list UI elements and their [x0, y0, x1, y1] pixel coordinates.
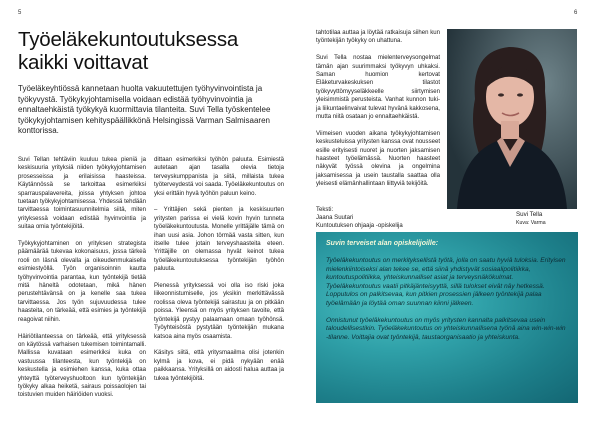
lead-paragraph: Työeläkeyhtiössä kannetaan huolta vakuutettujen työhyvinvointista ja työkyvystä. Työkykyjohtamisella voidaan edistää työhyvinvointia ja ennaltaehkäistä työkykyä kuormittavia tilanteita. Suvi Tella työskentelee työkykyjohtamisen kehityspäällikkönä Helsingissä Varman Salmisaaren konttorissa. [18, 84, 271, 136]
caption-name: Suvi Tella [516, 211, 543, 218]
paragraph: Viimeisen vuoden aikana työkykyjohtamisen keskusteluissa yritysten kanssa ovat nousseet esille erityisesti nuoret ja nuorten jaksamisen haasteet työelämässä. Nuorten haasteet näkyvät työssä olevina ja ongelmina jaksamisessa ja usein taustalla saattaa olla yleisesti elämänhallintaan liittyviä tekijöitä. [316, 130, 440, 188]
body-column-2 [154, 156, 284, 391]
page-number-left: 5 [18, 10, 22, 16]
paragraph: – Yrittäjien sekä pienten ja keskisuurten yritysten parissa ei vielä kovin hyvin tunneta työeläkekuntoutusta. Monelle yrittäjälle tämä on ihan uusi asia. Johon törmää vasta sitten, kun itselle tulee jotain terveyshaasteita eteen. Yrittäjille on olemassa hyvät keinot tukea työeläkekuntoutuksessa työntekijän työhön paluuta. [154, 207, 284, 273]
portrait-photo [447, 29, 577, 209]
byline-role: Kuntoutuksen ohjaaja -opiskelija [316, 223, 403, 230]
advice-box-content [326, 240, 569, 351]
paragraph: Työkykyjohtaminen on yrityksen strategista päämäärää tukevaa kokonaisuus, jossa tärkeä rooli on läsnä olevalla ja oikeudenmukaisella esimiestyöllä. Työn organisoinnin kautta työhyvinvointia parantaa, kun työntekijä tietää mitä häneltä odotetaan, mikä hänen perustehtävänsä on ja kenelle saa tukea tarvittaessa. Jos työn sujuvuudessa tulee haasteita, on tärkeää, että esimies ja työntekijä reagoivat niihin. [18, 241, 146, 323]
byline-label: Teksti: [316, 207, 334, 213]
photo-caption [516, 211, 546, 227]
paragraph: Pienessä yrityksessä voi olla iso riski joka liikeonnistumiselle, jos yksikin merkittävässä roolissa oleva työntekijä sairastuu ja on pitkään poissa. Yleensä on myös yrityksen tavoite, että työntekijä pystyy palaamaan omaan työhönsä. Työyhteisöstä pystytään työntekijän mukana katsoa aina myös osaamista. [154, 283, 284, 340]
paragraph: dittaan esimerkiksi työhön paluuta. Esimiestä autetaan ajan tasalla olevia tietoja terveyskumppanista ja siitä, millaista tukea työterveydestä voi saada. Työeläkekuntoutus on yksi erittäin hyvä työhön paluun keino. [154, 157, 284, 197]
advice-paragraph: Työeläkekuntoutus on merkityksellistä työtä, jolla on saatu hyviä tuloksia. Erityisen mielenkiintoiseksi alan tekee se, että siinä yhdistyvät sosiaalipolitiikka, kuntoutuspolitiikka, yhteiskunnalliset asiat ja terveysnäkökulmat. Työeläkekuntoutus vaatii pitkäjänteisyyttä, sillä tulokset eivät näy hetkessä. Lopputulos on palkitsevaa, kun pitkien prosessien jälkeen työntekijä palaa työelämään ja löytää oman suunnan kiinni jälkeen. [326, 257, 566, 307]
page-number-right: 6 [574, 10, 578, 16]
article-title [18, 28, 288, 74]
title-line-2: kaikki voittavat [18, 51, 149, 74]
portrait-illustration [447, 29, 577, 209]
byline [316, 206, 442, 231]
caption-credit: Kuva: Varma [516, 220, 546, 226]
paragraph: Suvi Tellan tehtäviin kuuluu tukea pieniä ja keskisuuria yrityksiä niiden työkykyjohtamisen prosesseissa ja erilaisissa haasteissa. Käytännössä se tarkoittaa esimerkiksi sparrauspalavereita, joissa yhtyksen johtoa tuetaan työkykyjohtamisessa. Yhdessä tehdään tarvittaessa toimintasuunnitelmia siitä, miten yrityksessä voidaan edistää hyvinvointia ja suitaa omia työntekijöitä. [18, 157, 146, 231]
advice-paragraph: Onnistunut työeläkekuntoutus on myös yritysten kannalta palkitsevaa usein taloudellisestikin. Työeläkekuntoutus on yhteiskunnallisena työnä aina win-win-win -tilanne. Voittajia ovat työntekijä, taustaorganisaatio ja yhteiskunta. [326, 316, 566, 341]
paragraph: tahtotilaa auttaa ja löytää ratkaisuja siihen kun työntekijän työkyky on uhattuna. [316, 30, 440, 45]
paragraph: Häiriötilanteessa on tärkeää, että yrityksessä on käytössä varhaisen tukemisen toimintamalli. Mallissa kuvataan esimerkiksi kuka on vastuussa tilanteesta, kun työntekijä on keskustella ja esimiehen kanssa, kuka ottaa yhteyttä työterveyshuoltoon kun työntekijän työkyky alkaa heiketä, sairaus poissaolojen tai toistuvien muiden häiriöiden vuoksi. [18, 333, 146, 399]
paragraph: Suvi Tella nostaa mielenterveysongelmat tämän ajan suurimmaksi työkyvyn uhkaksi. Saman huomion kertovat Eläketurvakeskuksen tilastot työkyvyttömyyseläkkeelle siirtymisen yleisimmistä perusteista. Vanhat kunnon tuki- ja liikuntaelinvaivat tulevat hyvänä kakkosena, mutta niitä osataan jo ennaltaehkäistä. [316, 55, 440, 121]
title-line-1: Työeläkekuntoutuksessa [18, 28, 239, 51]
byline-author: Jaana Suutari [316, 215, 354, 222]
paragraph: Käsitys siitä, että yritysmaailma olisi jotenkin kylmä ja kova, ei pidä nykyään enää paikkaansa. Yrityksillä on aidosti halua auttaa ja tukea työntekijöitä. [154, 350, 284, 382]
body-column-3 [316, 29, 440, 197]
advice-box-title: Suvin terveiset alan opiskelijoille: [326, 240, 439, 247]
advice-box [316, 232, 578, 403]
body-column-1 [18, 156, 146, 408]
